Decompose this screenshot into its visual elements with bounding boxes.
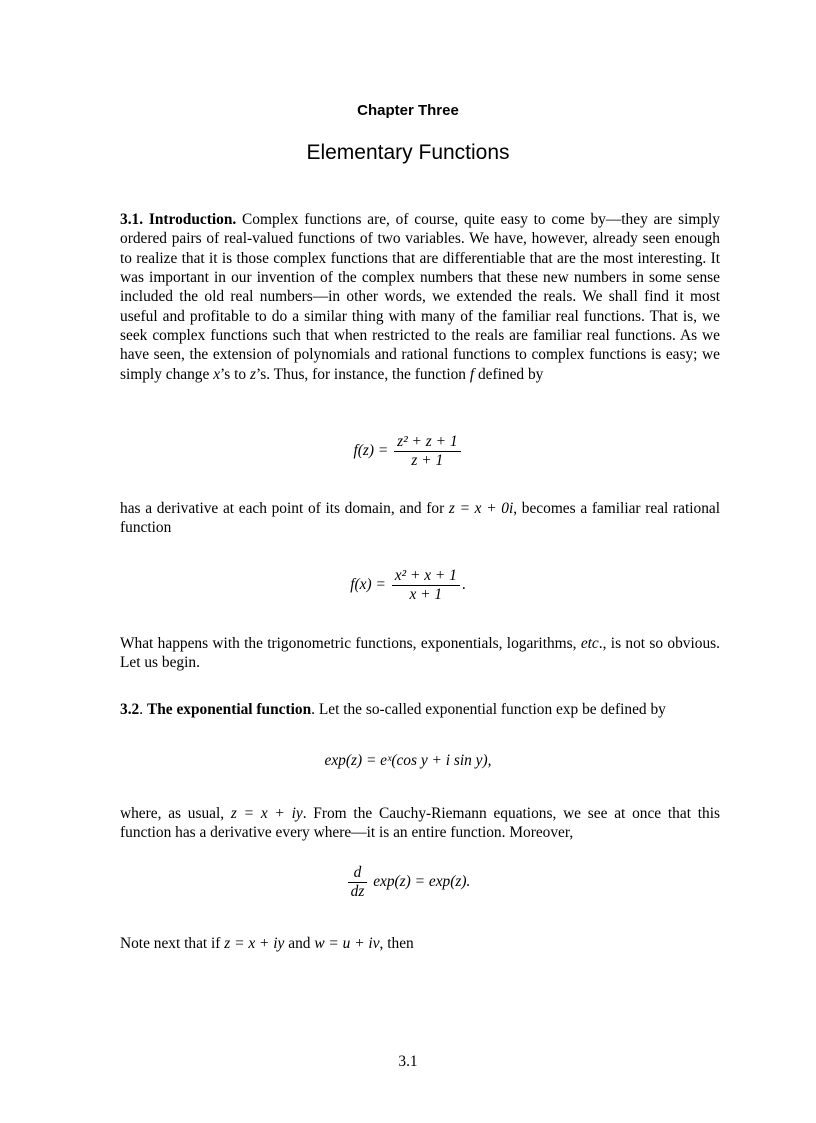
paragraph-4 [120, 804, 720, 843]
paragraph-5 [120, 934, 720, 953]
paragraph-text: . [139, 701, 147, 718]
chapter-label: Chapter Three [357, 102, 459, 119]
paragraph-text: ’s to [220, 365, 250, 383]
condition-expression: z = x + 0i [448, 500, 514, 517]
paragraph-text: defined by [474, 365, 544, 383]
equation-exp-derivative [0, 864, 816, 901]
paragraph-text: Note next that if [120, 935, 225, 952]
variable-f: f [469, 365, 475, 383]
fraction-numerator: x² + x + 1 [392, 567, 460, 586]
paragraph-text: , then [379, 935, 414, 952]
paragraph-text: What happens with the trigonometric functions, exponentials, logarithms, [120, 635, 581, 652]
z-expression: z = x + iy [224, 935, 285, 952]
variable-z: z [249, 365, 256, 383]
section-3-1-paragraph [120, 210, 720, 384]
paragraph-2 [120, 499, 720, 538]
equation-lhs: f(x) = [350, 576, 386, 594]
z-expression: z = x + iy [230, 805, 303, 822]
fraction-denominator: z + 1 [411, 452, 444, 469]
page-number: 3.1 [398, 1053, 418, 1070]
w-expression: w = u + iv [314, 935, 380, 952]
equation-f-of-x [0, 567, 816, 604]
equation-lhs: f(z) = [353, 442, 389, 460]
fraction [394, 433, 460, 470]
fraction [392, 567, 460, 604]
paragraph-text: . From the Cauchy-Riemann equations, we see at once that this function has a derivative every where—it is an entire function. Moreover, [120, 805, 720, 842]
variable-x: x [213, 365, 221, 383]
fraction-numerator: d [348, 864, 368, 883]
paragraph-text: and [284, 935, 315, 952]
fraction-numerator: z² + z + 1 [394, 433, 460, 452]
equation-text: exp(z) = eˣ(cos y + i sin y), [324, 752, 492, 769]
section-heading: Introduction. [148, 211, 237, 228]
section-heading: The exponential function [146, 701, 312, 718]
equation-period: . [461, 576, 466, 594]
paragraph-text: , becomes a familiar real rational function [120, 500, 720, 537]
section-number: 3.1. [120, 211, 144, 228]
paragraph-text: ’s. Thus, for instance, the function [255, 365, 470, 383]
paragraph-text: ., is not so obvious. Let us begin. [120, 635, 721, 672]
paragraph-3 [120, 634, 720, 673]
equation-f-of-z [0, 433, 816, 470]
fraction [348, 864, 368, 901]
paragraph-text: . Let the so-called exponential function exp be defined by [311, 701, 666, 718]
equation-exp-definition [0, 752, 816, 770]
paragraph-text: Complex functions are, of course, quite easy to come by—they are simply ordered pairs of real-valued functions of two variables. We have, however, already seen enough to realize that it is those complex functions that are differentiable that are the most interesting. It was important in our invention of the complex numbers that these new numbers in some sense included the old real numbers—in other words, we extended the reals. We shall find it most useful and profitable to do a similar thing with many of the familiar real functions. That is, we seek complex functions such that when restricted to the reals are familiar real functions. As we have seen, the extension of polynomials and rational functions to complex functions is easy; we simply change [120, 211, 720, 383]
equation-rhs: exp(z) = exp(z). [369, 873, 471, 891]
fraction-denominator: dz [350, 883, 365, 900]
fraction-denominator: x + 1 [409, 586, 443, 603]
paragraph-text: has a derivative at each point of its domain, and for [120, 500, 449, 517]
section-3-2-paragraph [120, 700, 720, 719]
paragraph-text: where, as usual, [120, 805, 231, 822]
etc-text: etc [580, 635, 599, 652]
page-title: Elementary Functions [306, 141, 510, 164]
section-number: 3.2 [120, 701, 140, 718]
